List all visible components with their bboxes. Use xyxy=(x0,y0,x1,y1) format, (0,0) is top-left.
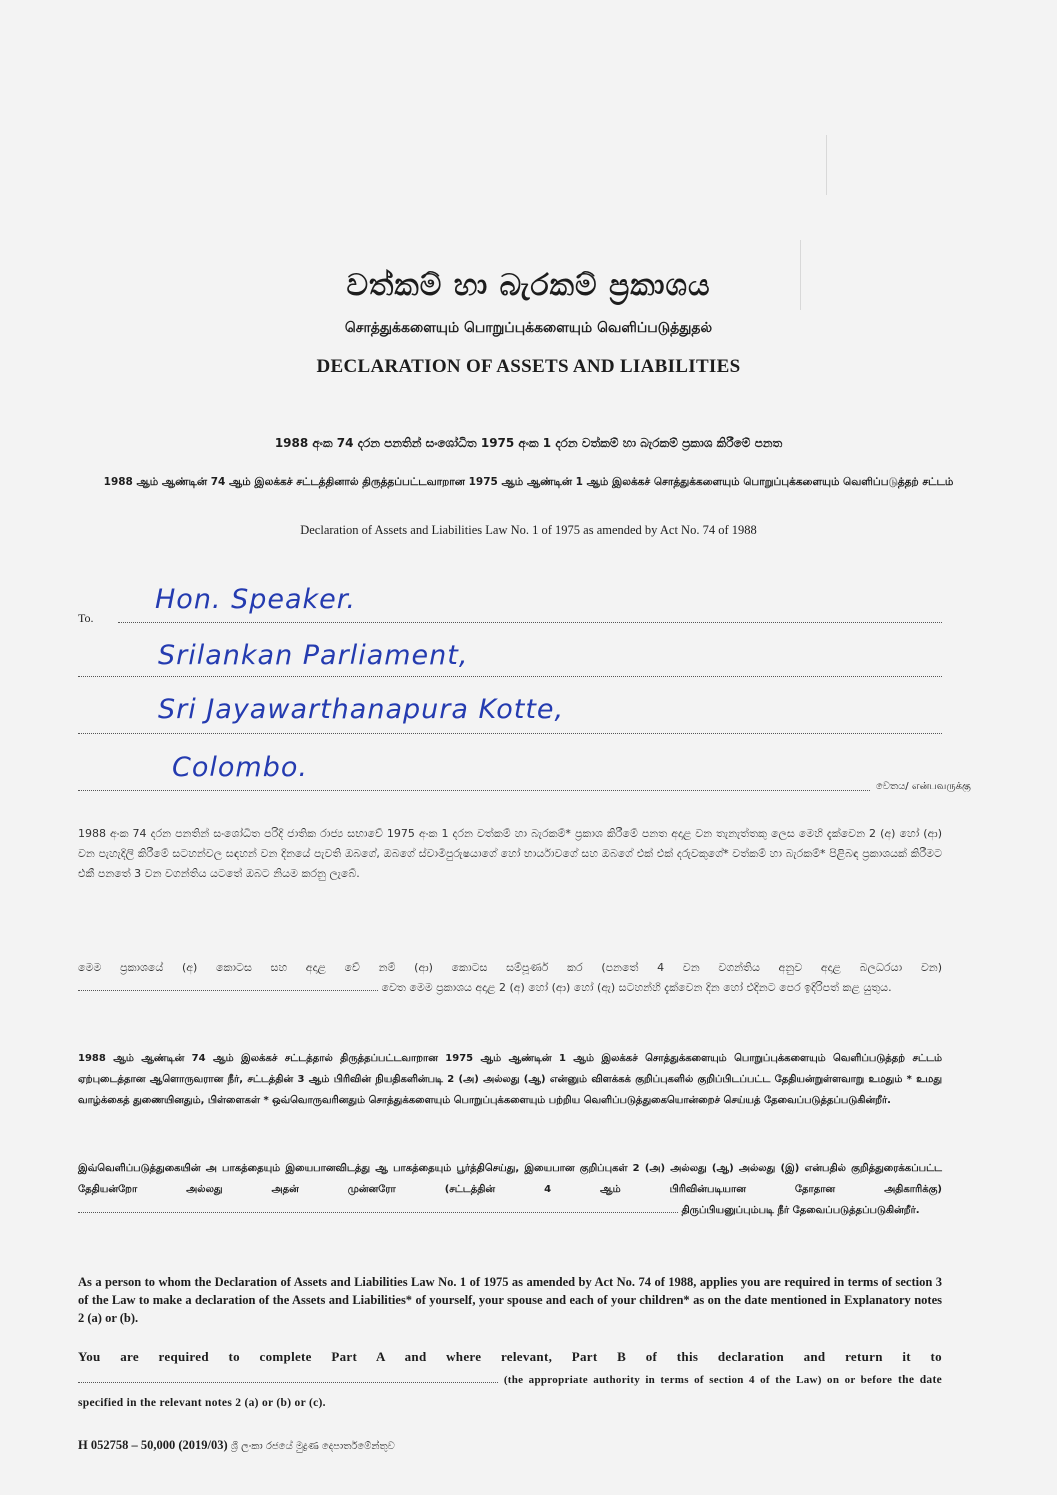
address-line-1[interactable] xyxy=(118,622,942,623)
handwritten-address-4: Colombo. xyxy=(172,752,308,783)
handwritten-address-1: Hon. Speaker. xyxy=(155,584,356,615)
law-reference-english: Declaration of Assets and Liabilities Law No. 1 of 1975 as amended by Act No. 74 of 1988 xyxy=(300,523,757,537)
title-english: DECLARATION OF ASSETS AND LIABILITIES xyxy=(316,356,741,377)
paragraph-tamil-1: 1988 ஆம் ஆண்டின் 74 ஆம் இலக்கச் சட்டத்தால் திருத்தப்பட்டவாறான 1975 ஆம் ஆண்டின் 1 ஆம் இலக்கச் சொத்துக்களையும் பொறுப்புக்களையும் வெளிப்படுத்தற் சட்டம் ஏற்புடைத்தான ஆளொருவரான நீர், சட்டத்தின் 3 ஆம் பிரிவின் நியதிகளின்படி 2 (அ) அல்லது (ஆ) என்னும் விளக்கக் குறிப்புகளில் குறிப்பிடப்பட்ட தேதியன்றுள்ளவாறு உமதும் * உமது வாழ்க்கைத் துணையினதும், பிள்ளைகள் * ஒவ்வொருவரினதும் சொத்துக்களையும் பொறுப்புக்களையும் பற்றிய வெளிப்படுத்துகையொன்றைச் செய்யத் தேவைப்படுத்தப்படுகின்றீர். xyxy=(78,1053,942,1106)
paragraph-english-2-start: You are required to complete Part A and where relevant, Part B of this declaration and return it to xyxy=(78,1349,942,1364)
title-tamil: சொத்துக்களையும் பொறுப்புக்களையும் வெளிப்படுத்துதல் xyxy=(344,320,713,336)
to-label: To. xyxy=(78,611,94,625)
paragraph-tamil-2-end: திருப்பியனுப்பும்படி நீர் தேவைப்படுத்தப்படுகின்றீர். xyxy=(681,1205,920,1216)
printer-name: ශ්‍රී ලංකා රජයේ මුද්‍රණ දෙපාර්තමේන්තුව xyxy=(230,1441,395,1452)
print-code: H 052758 – 50,000 (2019/03) xyxy=(78,1438,228,1452)
paragraph-tamil-2-start: இவ்வெளிப்படுத்துகையின் அ பாகத்தையும் இயைபானவிடத்து ஆ பாகத்தையும் பூர்த்திசெய்து, இயைபான குறிப்புகள் 2 (அ) அல்லது (ஆ) அல்லது (இ) என்பதில் குறித்துரைக்கப்பட்ட தேதியன்றோ அல்லது அதன் முன்னரோ (சட்டத்தின் 4 ஆம் பிரிவின்படியான தோதான அதிகாரிக்கு) xyxy=(78,1163,942,1195)
paragraph-sinhala-1: 1988 අංක 74 දරන පනතින් සංශෝධිත පරිදි ජාතික රාජ්‍ය සභාවේ 1975 අංක 1 දරන වත්කම් හා බැරකම්* ප්‍රකාශ කිරීමේ පනත අදාළ වන තැනැත්තකු ලෙස මෙහි දැක්වෙන 2 (අ) හෝ (ආ) වන පැහැදිලි කිරීමේ සටහන්වල සඳහන් වන දිනයේ පැවති ඔබගේ, ඔබගේ ස්වාමිපුරුෂයාගේ හෝ භාර්යාවගේ සහ ඔබගේ එක් එක් දරුවකුගේ* වත්කම් හා බැරකම්* පිළිබඳ ප්‍රකාශයක් කිරීමට එකී පනතේ 3 වන වගන්තිය යටතේ ඔබට නියම කරනු ලැබේ. xyxy=(78,827,942,880)
paragraph-english-2-end: the date specified in the relevant notes 2 (a) or (b) or (c). xyxy=(78,1374,942,1409)
paragraph-english-2 xyxy=(78,1346,942,1414)
paragraph-sinhala-2-start: මෙම ප්‍රකාශයේ (අ) කොටස සහ අදාළ වේ නම් (ආ) කොටස සම්පූර්ණ කර (පනතේ 4 වන වගන්තිය අනුව අදාළ බලධරයා වන) xyxy=(78,961,942,974)
print-footer xyxy=(78,1438,395,1453)
paragraph-sinhala-2 xyxy=(78,958,942,998)
bleed-through-text xyxy=(330,140,338,170)
address-suffix: වෙතය/ என்பவருக்கு xyxy=(876,781,971,792)
authority-field-tamil[interactable] xyxy=(78,1212,678,1213)
handwritten-address-2: Srilankan Parliament, xyxy=(158,640,469,671)
paragraph-tamil-2 xyxy=(78,1158,942,1221)
paragraph-english-1: As a person to whom the Declaration of Assets and Liabilities Law No. 1 of 1975 as amended by Act No. 74 of 1988, applies you are required in terms of section 3 of the Law to make a declaration of the Assets and Liabilities* of yourself, your spouse and each of your children* as on the date mentioned in Explanatory notes 2 (a) or (b). xyxy=(78,1275,942,1325)
title-sinhala: වත්කම් හා බැරකම් ප්‍රකාශය xyxy=(346,268,711,303)
authority-field-sinhala[interactable] xyxy=(78,990,378,991)
address-line-4[interactable] xyxy=(78,790,870,791)
law-reference-sinhala: 1988 අංක 74 දරන පනතින් සංශෝධිත 1975 අංක 1 දරන වත්කම් හා බැරකම් ප්‍රකාශ කිරීමේ පනත xyxy=(274,436,783,450)
paragraph-english-2-middle: (the appropriate authority in terms of section 4 of the Law) on or before xyxy=(503,1374,893,1386)
paragraph-sinhala-2-end: වෙත මෙම ප්‍රකාශය අදාළ 2 (අ) හෝ (ආ) හෝ (ඇ) සටහන්හි දැක්වෙන දින හෝ එදිනට පෙර ඉදිරිපත් කළ යුතුය. xyxy=(381,981,892,994)
handwritten-address-3: Sri Jayawarthanapura Kotte, xyxy=(158,694,565,725)
authority-field-english[interactable] xyxy=(78,1382,498,1383)
bleed-through-border xyxy=(826,135,827,195)
address-line-3[interactable] xyxy=(78,733,942,734)
law-reference-tamil: 1988 ஆம் ஆண்டின் 74 ஆம் இலக்கச் சட்டத்தினால் திருத்தப்பட்டவாறான 1975 ஆம் ஆண்டின் 1 ஆம் இலக்கச் சொத்துக்களையும் பொறுப்புக்களையும் வெளிப்படுத்தற் சட்டம் xyxy=(103,476,954,488)
address-line-2[interactable] xyxy=(78,676,942,677)
